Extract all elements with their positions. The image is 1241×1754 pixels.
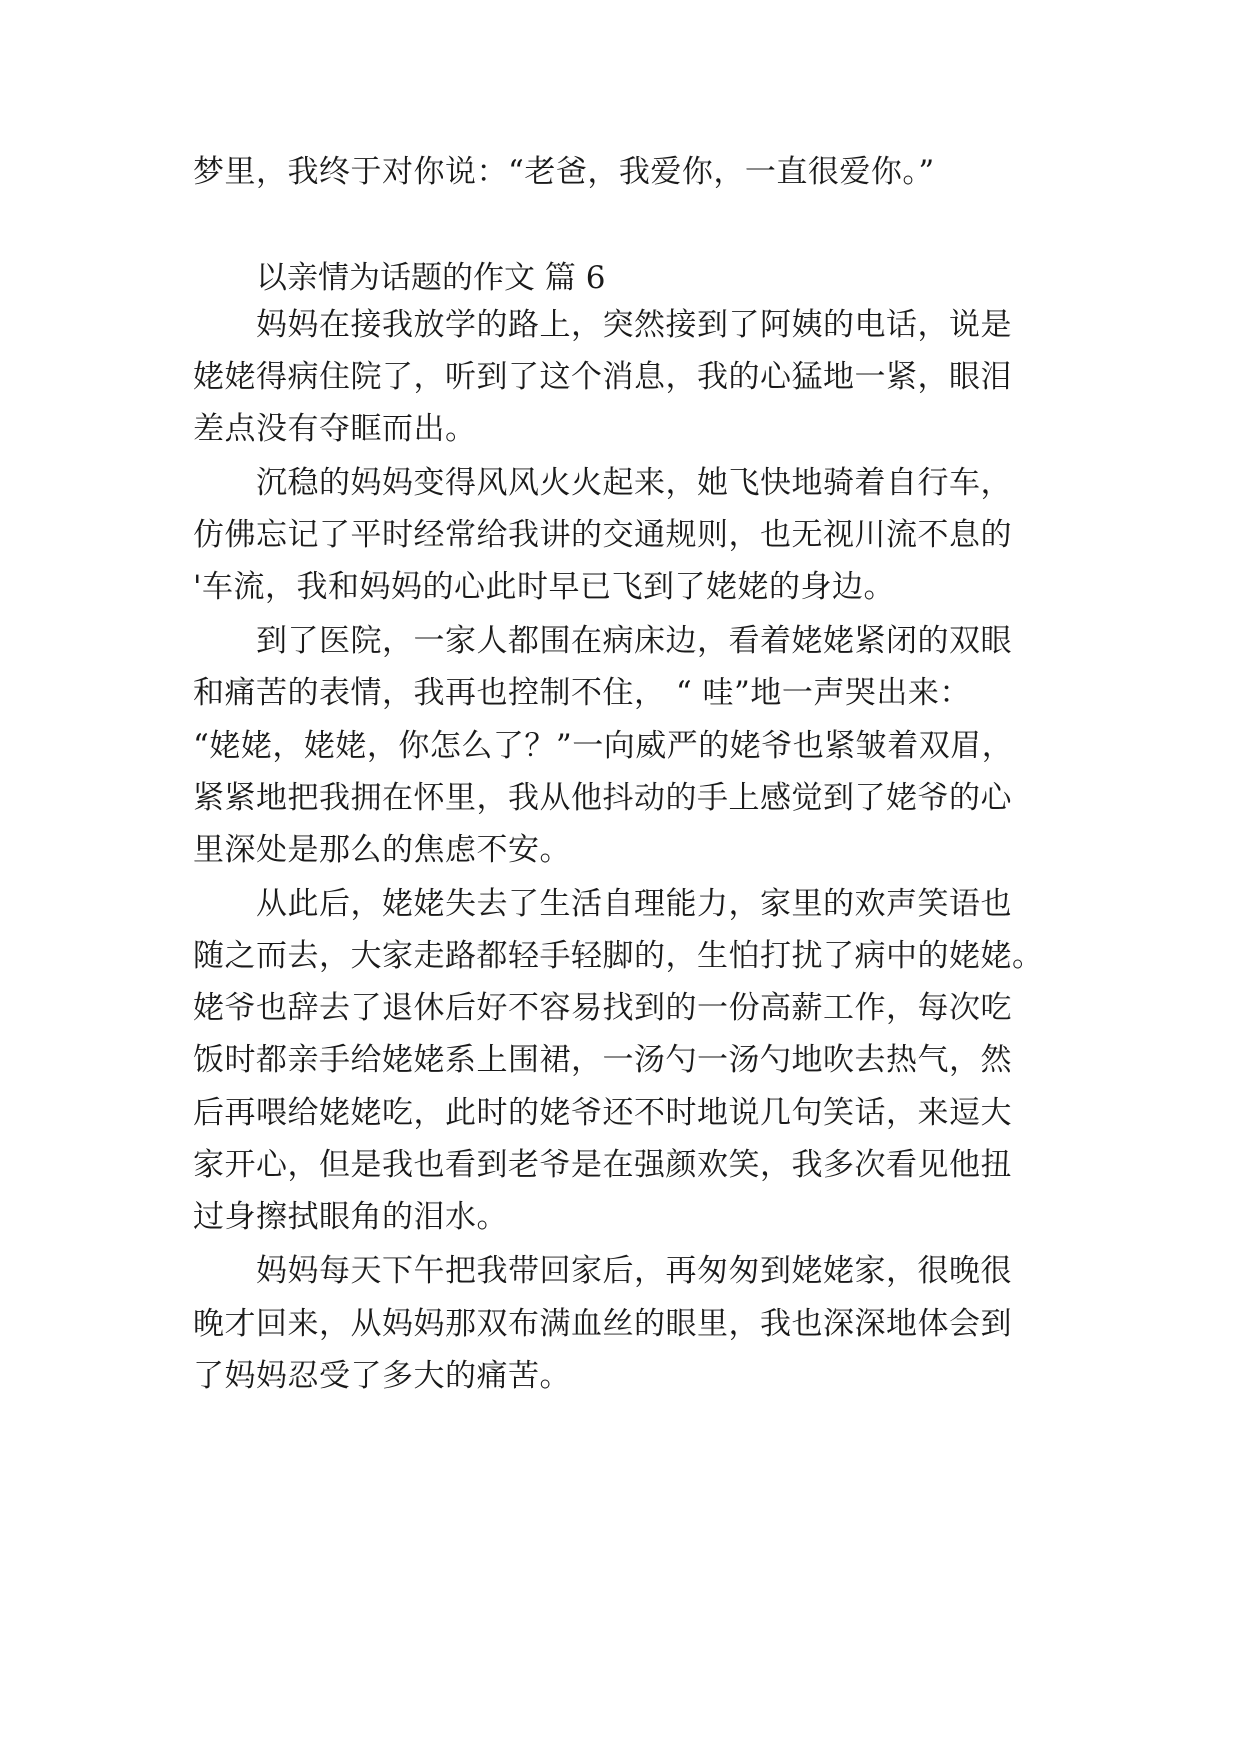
- text-line: 了妈妈忍受了多大的痛苦。: [193, 1358, 571, 1394]
- text-line: 随之而去，大家走路都轻手轻脚的，生怕打扰了病中的姥姥。: [193, 938, 1044, 974]
- text-line: 紧紧地把我拥在怀里，我从他抖动的手上感觉到了姥爷的心: [193, 780, 1012, 816]
- text-line: 和痛苦的表情，我再也控制不住， “ 哇”地一声哭出来：: [193, 675, 971, 711]
- text-line: 差点没有夺眶而出。: [193, 411, 477, 447]
- text-line: 到了医院，一家人都围在病床边，看着姥姥紧闭的双眼: [256, 623, 1012, 659]
- text-line: 梦里，我终于对你说：“老爸，我爱你，一直很爱你。”: [193, 154, 935, 190]
- text-line: 里深处是那么的焦虑不安。: [193, 832, 571, 868]
- text-line: 妈妈在接我放学的路上，突然接到了阿姨的电话，说是: [256, 307, 1012, 343]
- text-line: “姥姥，姥姥，你怎么了？”一向威严的姥爷也紧皱着双眉，: [193, 728, 1014, 764]
- text-line: 后再喂给姥姥吃，此时的姥爷还不时地说几句笑话，来逗大: [193, 1095, 1012, 1131]
- text-line: '车流，我和妈妈的心此时早已飞到了姥姥的身边。: [193, 569, 896, 605]
- text-line: 妈妈每天下午把我带回家后，再匆匆到姥姥家，很晚很: [256, 1253, 1012, 1289]
- text-line: 饭时都亲手给姥姥系上围裙，一汤勺一汤勺地吹去热气，然: [193, 1042, 1012, 1078]
- text-line: 晚才回来，从妈妈那双布满血丝的眼里，我也深深地体会到: [193, 1306, 1012, 1342]
- text-line: 过身擦拭眼角的泪水。: [193, 1199, 508, 1235]
- text-line: 姥姥得病住院了，听到了这个消息，我的心猛地一紧，眼泪: [193, 359, 1012, 395]
- text-line: 家开心，但是我也看到老爷是在强颜欢笑，我多次看见他扭: [193, 1147, 1012, 1183]
- text-line: 姥爷也辞去了退休后好不容易找到的一份高薪工作，每次吃: [193, 990, 1012, 1026]
- section-heading: 以亲情为话题的作文 篇 6: [256, 260, 606, 296]
- text-line: 从此后，姥姥失去了生活自理能力，家里的欢声笑语也: [256, 886, 1012, 922]
- text-line: 沉稳的妈妈变得风风火火起来，她飞快地骑着自行车，: [256, 465, 1012, 501]
- text-line: 仿佛忘记了平时经常给我讲的交通规则，也无视川流不息的: [193, 517, 1012, 553]
